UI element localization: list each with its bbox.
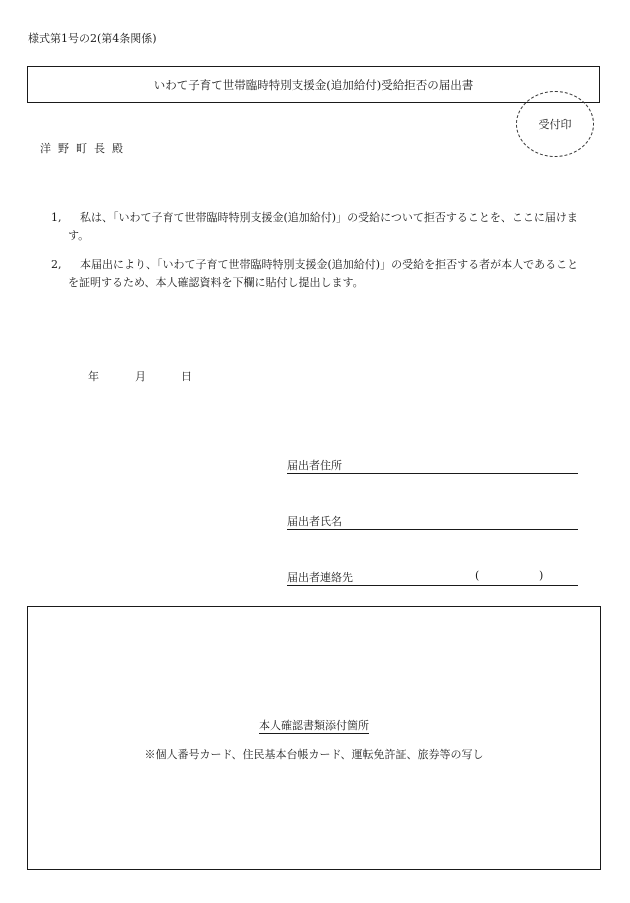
paragraph-2-number: 2, bbox=[51, 258, 62, 271]
applicant-contact-field[interactable] bbox=[287, 569, 578, 586]
applicant-address-label: 届出者住所 bbox=[287, 459, 342, 472]
document-title: いわて子育て世帯臨時特別支援金(追加給付)受給拒否の届出書 bbox=[153, 77, 474, 92]
form-number: 様式第1号の2(第4条関係) bbox=[28, 32, 157, 45]
attachment-note: ※個人番号カード、住民基本台帳カード、運転免許証、旅券等の写し bbox=[144, 748, 484, 761]
applicant-address-field[interactable] bbox=[287, 457, 578, 474]
reception-stamp-label: 受付印 bbox=[538, 118, 572, 131]
attachment-title bbox=[28, 717, 600, 733]
date-month-label: 月 bbox=[135, 370, 146, 383]
attachment-title-text: 本人確認書類添付箇所 bbox=[259, 719, 369, 732]
applicant-name-field[interactable] bbox=[287, 513, 578, 530]
addressee: 洋野町長殿 bbox=[40, 142, 130, 155]
contact-paren-close: ) bbox=[539, 569, 544, 582]
reception-stamp-area bbox=[516, 91, 594, 157]
applicant-contact-label: 届出者連絡先 bbox=[287, 571, 353, 584]
paragraph-2-text: 本届出により、「いわて子育て世帯臨時特別支援金(追加給付)」の受給を拒否する者が本人であることを証明するため、本人確認資料を下欄に貼付し提出します。 bbox=[68, 258, 579, 289]
date-year-label: 年 bbox=[88, 370, 99, 383]
paragraph-1-number: 1, bbox=[51, 211, 62, 224]
contact-paren-open: ( bbox=[475, 569, 480, 582]
document-title-box bbox=[27, 66, 600, 103]
paragraph-1-text: 私は、「いわて子育て世帯臨時特別支援金(追加給付)」の受給について拒否することを、ここに届けます。 bbox=[68, 211, 578, 242]
applicant-name-label: 届出者氏名 bbox=[287, 515, 342, 528]
id-document-attachment-area bbox=[27, 606, 601, 870]
date-day-label: 日 bbox=[181, 370, 192, 383]
